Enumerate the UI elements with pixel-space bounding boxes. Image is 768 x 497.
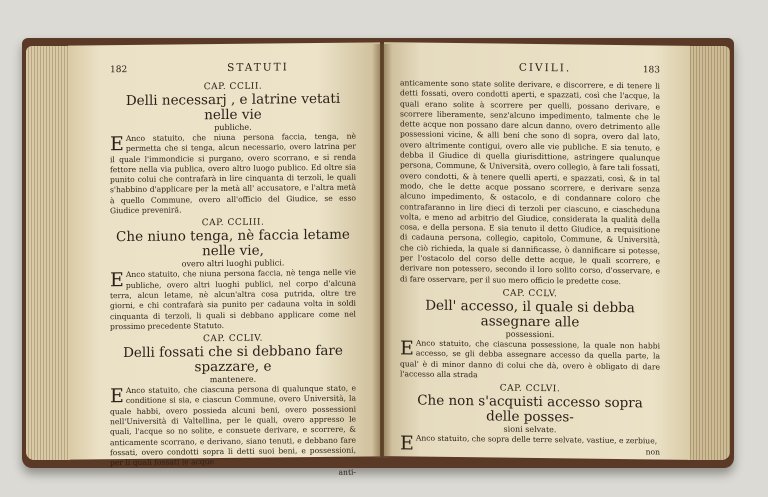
chapter-title: Che niuno tenga, nè faccia letame nelle vie,	[116, 227, 350, 260]
catchword: anti-	[338, 467, 356, 477]
chapter-subtitle: sioni selvate.	[503, 424, 557, 435]
drop-cap: E	[110, 385, 124, 408]
running-head: CIVILI.	[518, 61, 572, 75]
chapter-number: CAP. CCLIII.	[201, 217, 265, 229]
page-edges-right	[688, 46, 730, 460]
chapter-text: E Anco statuito, che niuna persona faccia, tenga, nè permetta che si tenga, alcun necessario, overo latrina per il quale l'immondicie si purgano, overo scorrano, e si renda fettore nella via publica, overo altro luogo publico. Ed oltre sia punito colui che contrafarà in lire cinquanta di terzoli, le quali s'habbino d'applicare per la metà all' accusatore, e l'altra metà à quello Commune, overo all'officio del Giudice, se esso Giudice preveniră.	[110, 131, 356, 216]
chapter-number: CAP. CCLIV.	[203, 333, 263, 345]
chapter-256	[400, 382, 660, 456]
chapter-title: Dell' accesso, il quale si debba assegnare alle	[425, 297, 635, 331]
chapter-subtitle: possessioni.	[505, 329, 555, 340]
chapter-subtitle: mantenere.	[209, 374, 257, 385]
chapter-254	[110, 333, 356, 479]
chapter-title: Delli necessarj , e latrine vetati nelle vie	[125, 90, 341, 124]
left-page	[68, 42, 380, 477]
page-number: 183	[642, 65, 660, 76]
chapter-255	[400, 287, 660, 382]
chapter-title: Delli fossati che si debbano fare spazzare, e	[123, 342, 343, 376]
drop-cap: E	[110, 133, 124, 156]
chapter-text: E Anco statuito, che sopra delle terre selvate, vastiue, e zerbiue,	[400, 432, 658, 455]
chapter-252	[110, 81, 356, 217]
page-number: 182	[110, 65, 128, 76]
chapter-subtitle: publiche.	[214, 122, 252, 133]
catchword: non	[645, 447, 660, 457]
chapter-text: E Anco statuito, che ciascuna persona di qualunque stato, e conditione si sia, e ciascun Commune, overo Università, la quale habbi, overo possieda alcuni beni, overo possessioni nell'Università di Valtellina, per le quali, overo appresso le quali, l'acque so no solite, e consuete derivare, e scorrere, & anticamente scorrano, e derivano, siano tenuti, e debbano fare fossati, overo condotti sopra li detti suoi beni, e possessioni, per li quali fossati le acque	[110, 383, 356, 468]
chapter-title: Che non s'acquisti accesso sopra delle posses-	[417, 392, 643, 426]
chapter-number: CAP. CCLV.	[502, 288, 558, 300]
drop-cap: E	[400, 432, 414, 455]
book-gutter	[372, 44, 392, 458]
right-page-header	[400, 60, 660, 81]
left-page-header	[110, 61, 356, 82]
continued-text: anticamente sono state solite derivare, e discorrere, e di tenere li detti fossati, overo condotti aperti, e spazzati, così che l'acque, la quali erano solite à scorrere per quelli, possano derivare, e scorrere liberamente, senz'alcuno impedimento, talmente che le dette acque non possano dare alcun danno, overo detrimento alle possessioni vicine, & alli beni che sono di sopra, overo dal lato, overo altrimente contigui, overo alle vie publiche. E sia tenuto, e debba il Giudice di quella giurisdittione, astringere qualunque persona, Commune, & Università, overo collegio, à fare tali fossati, overo condotti, & à tenere quelli aperti, e spazzati, così, & in tal modo, che le dette acque possano scorrere, e derivare senza alcuno impedimento, & ostacolo, e di condannare coloro che contrafaranno in lire dieci di terzoli per ciascuno, e ciascheduna volta, e meno ad arbitrio del Giudice, considerata la qualità della cosa, e della persona. E sia tenuto il detto Giudice, a requisitione di cadauna persona, collegio, capitolo, Commune, & Università, che ciò richieda, la quale si dannificasse, ò dannificare si potesse, per l'ostacolo del corso delle dette acque, le quali scorrere, e derivare non potessero, secondo il loro solito corso, d'osservare, e di fare osservare, per il suo mero officio le predette cose.	[400, 78, 660, 286]
drop-cap: E	[400, 337, 414, 360]
running-head: STATUTI	[227, 61, 289, 74]
chapter-253	[110, 217, 356, 332]
chapter-subtitle: overo altri luoghi publici.	[181, 258, 285, 269]
chapter-number: CAP. CCLII.	[203, 81, 263, 93]
chapter-text: E Anco statuito, che niuna persona faccia, nè tenga nelle vie publiche, overo altri luoghi publici, nel corpo d'alcuna terra, alcun letame, nè alcun'altra cosa putrida, oltre tre giorni, e chi contrafarà sia punito per cadauna volta in soldi cinquanta di terzoli, li quali si debbano applicare come nel prossimo precedente Statuto.	[110, 267, 356, 332]
right-page	[384, 42, 690, 460]
chapter-text: E Anco statuito, che ciascuna possessione, la quale non habbi accesso, se gli debba assegnare accesso da quella parte, la qual' è di minor danno di colui che dà, overo è obligato di dare l'accesso alla strada	[400, 337, 660, 380]
page-edges-left	[26, 46, 70, 460]
chapter-number: CAP. CCLVI.	[499, 383, 561, 395]
drop-cap: E	[110, 269, 124, 292]
